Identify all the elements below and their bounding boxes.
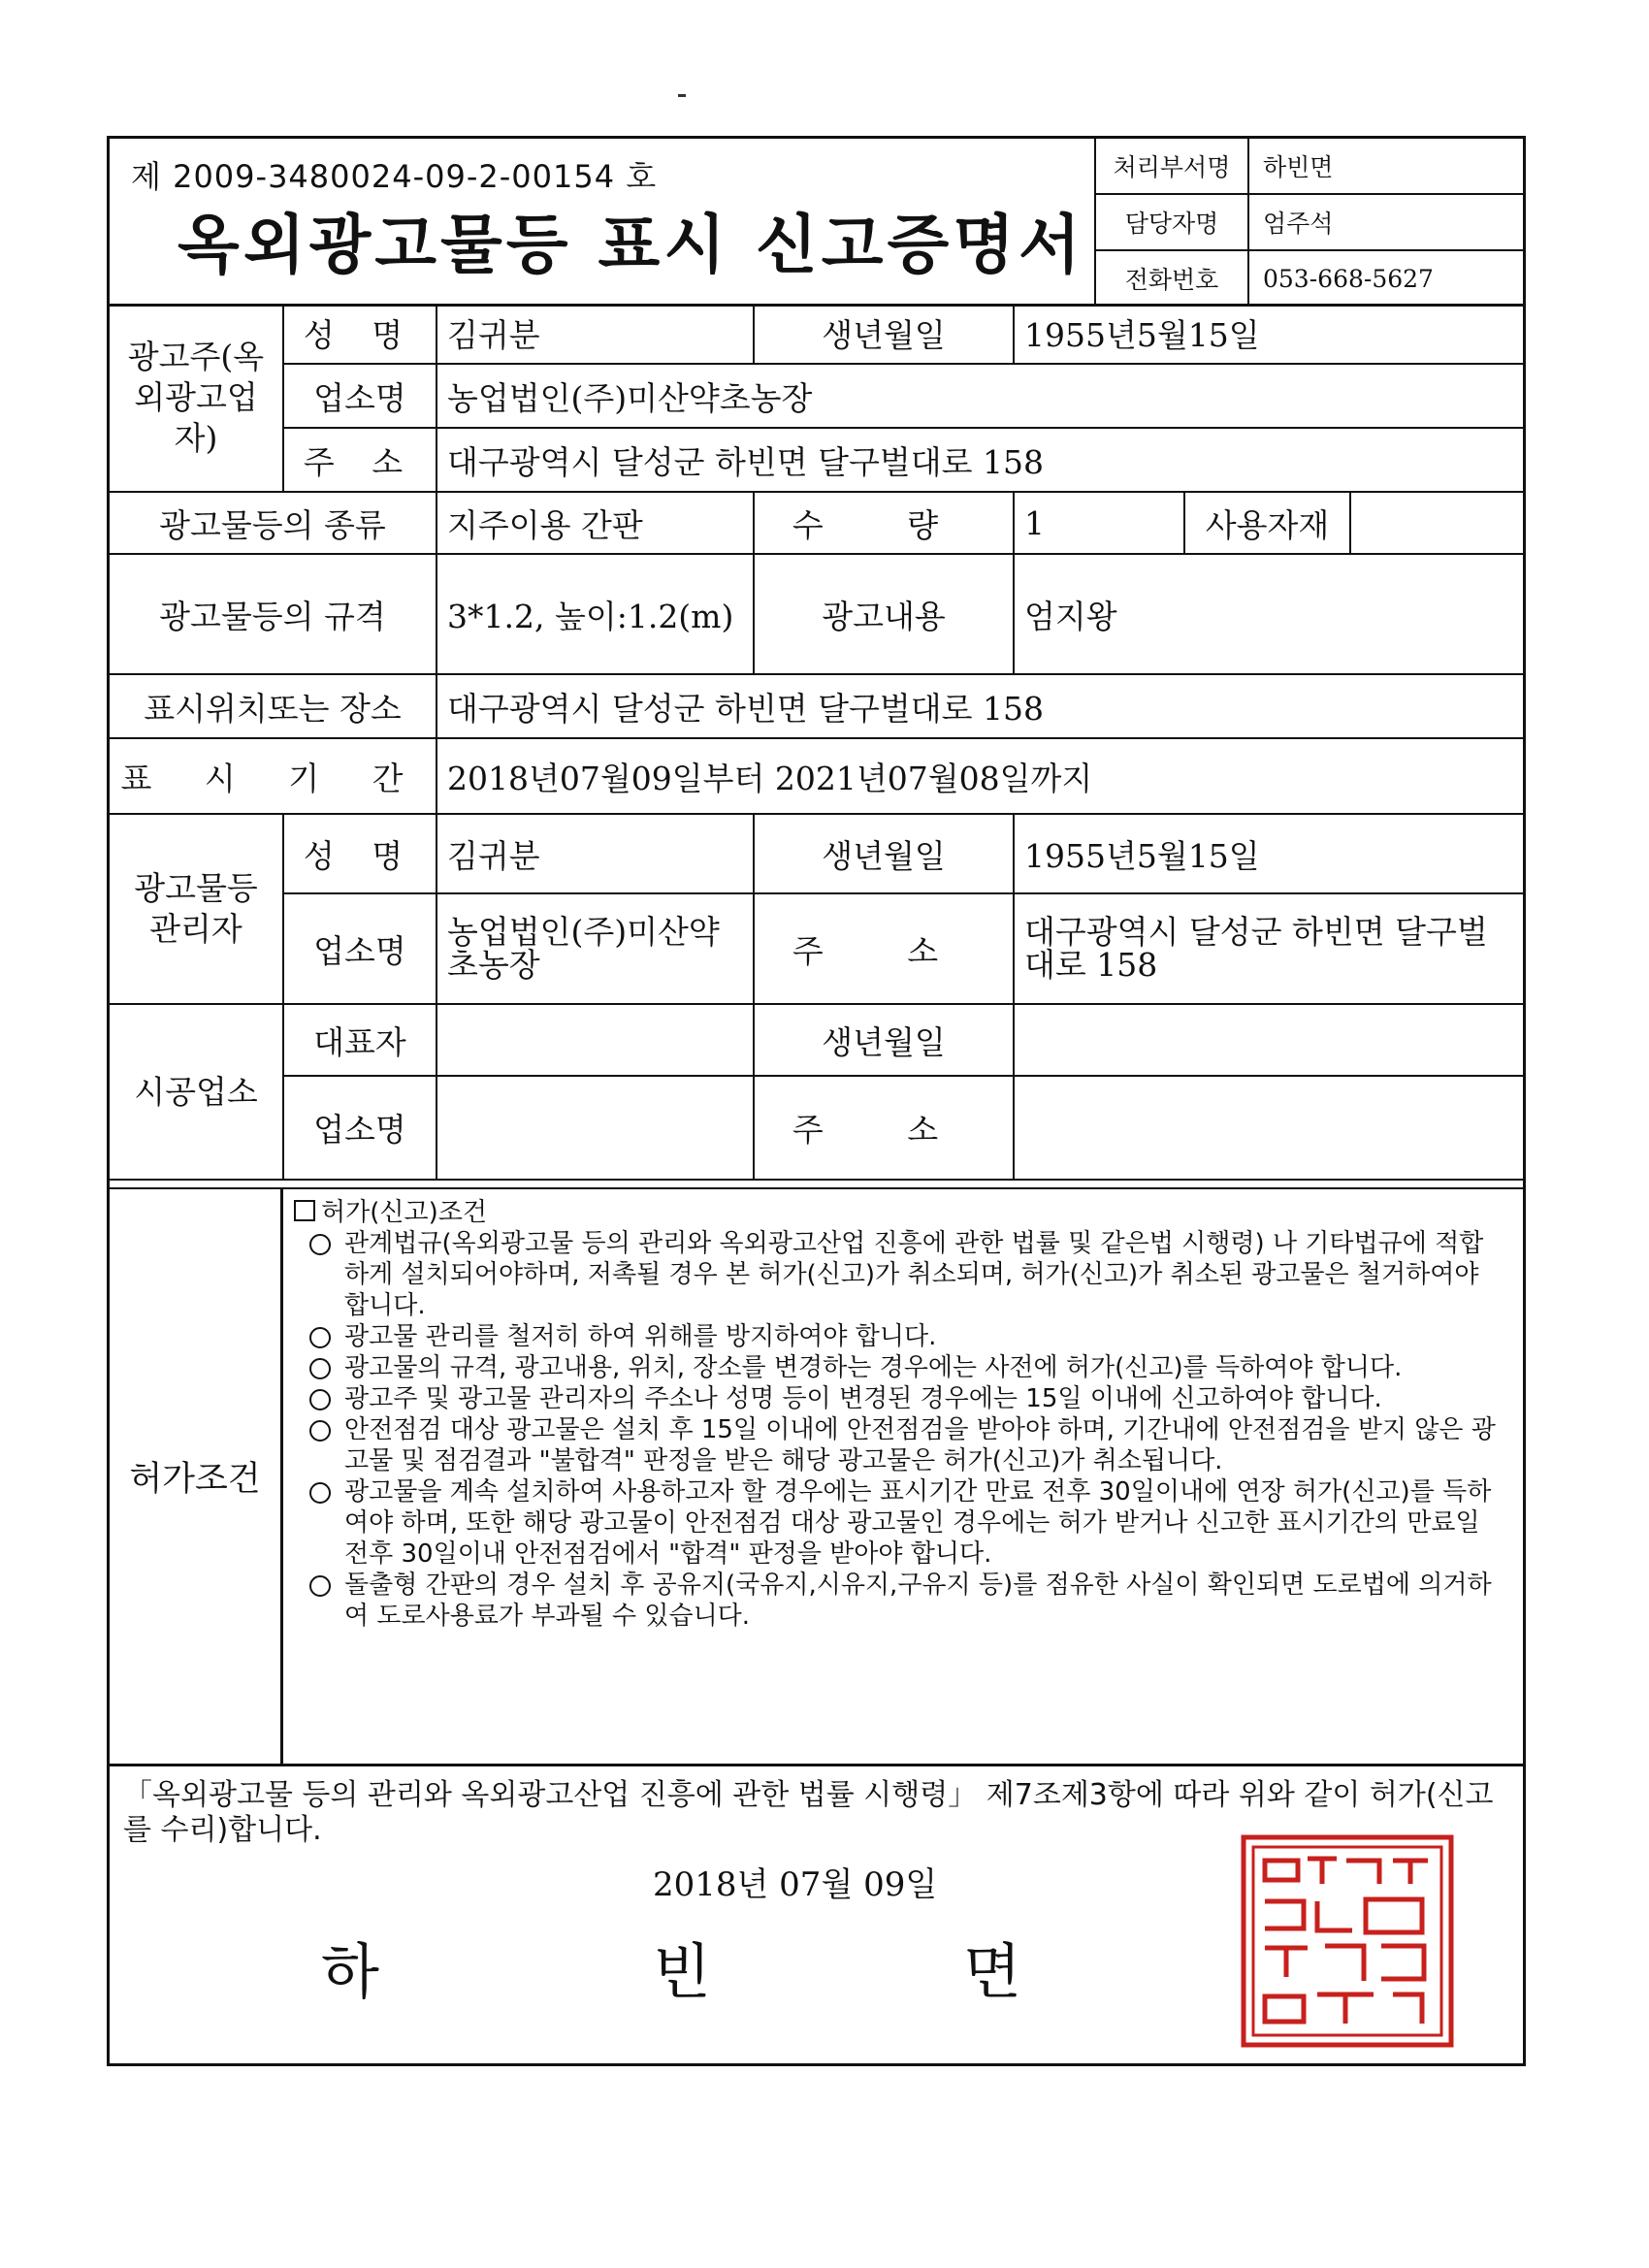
condition-item: 안전점검 대상 광고물은 설치 후 15일 이내에 안전점검을 받아야 하며, 기간내에 안전점검을 받지 않은 광고물 및 점검결과 "불합격" 판정을 받은 해당 광고물은 허가(신고)가 취소됩니다. bbox=[294, 1414, 1504, 1476]
condition-item: 광고주 및 광고물 관리자의 주소나 성명 등이 변경된 경우에는 15일 이내에 신고하여야 합니다. bbox=[294, 1383, 1504, 1414]
contractor-rep-label: 대표자 bbox=[283, 1004, 436, 1076]
contractor-birth-label: 생년월일 bbox=[754, 1004, 1014, 1076]
condition-item: 돌출형 간판의 경우 설치 후 공유지(국유지,시유지,구유지 등)를 점유한 사실이 확인되면 도로법에 의거하여 도로사용료가 부과될 수 있습니다. bbox=[294, 1570, 1504, 1632]
advertiser-biz: 농업법인(주)미산약초농장 bbox=[436, 364, 1523, 428]
issuer-sign-char-1: 하 bbox=[321, 1936, 379, 2007]
document-number: 제 2009-3480024-09-2-00154 호 bbox=[131, 158, 658, 195]
scan-speck bbox=[678, 94, 686, 97]
conditions-body bbox=[294, 1197, 1504, 1632]
manager-name-label: 성 명 bbox=[283, 814, 436, 893]
ad-spec: 3*1.2, 높이:1.2(m) bbox=[436, 554, 754, 674]
manager-biz: 농업법인(주)미산약초농장 bbox=[436, 893, 754, 1004]
circle-bullet-icon bbox=[309, 1482, 331, 1504]
ad-spec-label: 광고물등의 규격 bbox=[110, 554, 436, 674]
advertiser-name-label: 성 명 bbox=[283, 304, 436, 364]
header bbox=[110, 139, 1523, 307]
issuer-sign-char-2: 빈 bbox=[653, 1936, 711, 2007]
circle-bullet-icon bbox=[309, 1234, 331, 1255]
info-grid bbox=[110, 304, 1523, 1181]
ad-period-label: 표 시 기 간 bbox=[110, 738, 436, 814]
circle-bullet-icon bbox=[309, 1575, 331, 1597]
ad-material bbox=[1350, 492, 1523, 554]
ad-type: 지주이용 간판 bbox=[436, 492, 754, 554]
contractor-biz bbox=[436, 1076, 754, 1180]
circle-bullet-icon bbox=[309, 1420, 331, 1442]
ad-content-label: 광고내용 bbox=[754, 554, 1014, 674]
condition-item: 광고물의 규격, 광고내용, 위치, 장소를 변경하는 경우에는 사전에 허가(신고)를 득하여야 합니다. bbox=[294, 1352, 1504, 1383]
advertiser-group-label: 광고주(옥외광고업자) bbox=[110, 304, 283, 492]
contractor-addr-label: 주 소 bbox=[754, 1076, 1014, 1180]
contractor-rep bbox=[436, 1004, 754, 1076]
contractor-addr bbox=[1014, 1076, 1523, 1180]
manager-birth: 1955년5월15일 bbox=[1014, 814, 1523, 893]
manager-name: 김귀분 bbox=[436, 814, 754, 893]
ad-material-label: 사용자재 bbox=[1184, 492, 1350, 554]
condition-item: 광고물 관리를 철저히 하여 위해를 방지하여야 합니다. bbox=[294, 1321, 1504, 1352]
condition-item: 광고물을 계속 설치하여 사용하고자 할 경우에는 표시기간 만료 전후 30일이내에 연장 허가(신고)를 득하여야 하며, 또한 해당 광고물이 안전점검 대상 광고물인 경우에는 허가 받거나 신고한 표시기간의 만료일 전후 30일이내 안전점검에서 "합격" 판정을 받아야 합니다. bbox=[294, 1476, 1504, 1570]
official-seal-stamp bbox=[1238, 1831, 1457, 2051]
condition-item: 관계법규(옥외광고물 등의 관리와 옥외광고산업 진흥에 관한 법률 및 같은법 시행령) 나 기타법규에 적합하게 설치되어야하며, 저촉될 경우 본 허가(신고)가 취소되며, 허가(신고)가 취소된 광고물은 철거하여야 합니다. bbox=[294, 1228, 1504, 1321]
ad-location-label: 표시위치또는 장소 bbox=[110, 674, 436, 738]
contractor-birth bbox=[1014, 1004, 1523, 1076]
conditions-heading: 허가(신고)조건 bbox=[294, 1197, 1504, 1228]
processing-phone-label: 전화번호 bbox=[1095, 250, 1248, 306]
advertiser-name: 김귀분 bbox=[436, 304, 754, 364]
ad-type-label: 광고물등의 종류 bbox=[110, 492, 436, 554]
processing-dept-label: 처리부서명 bbox=[1095, 139, 1248, 194]
circle-bullet-icon bbox=[309, 1327, 331, 1348]
document-title: 옥외광고물등 표시 신고증명서 bbox=[178, 208, 1084, 282]
ad-qty-label: 수 량 bbox=[754, 492, 1014, 554]
approval-statement: 「옥외광고물 등의 관리와 옥외광고산업 진흥에 관한 법률 시행령」 제7조제3항에 따라 위와 같이 허가(신고를 수리)합니다. bbox=[123, 1778, 1494, 1847]
manager-addr-label: 주 소 bbox=[754, 893, 1014, 1004]
processing-phone-value: 053-668-5627 bbox=[1248, 250, 1523, 306]
ad-qty: 1 bbox=[1014, 492, 1184, 554]
manager-birth-label: 생년월일 bbox=[754, 814, 1014, 893]
processing-person-label: 담당자명 bbox=[1095, 194, 1248, 250]
ad-period: 2018년07월09일부터 2021년07월08일까지 bbox=[436, 738, 1523, 814]
ad-content: 엄지왕 bbox=[1014, 554, 1523, 674]
processing-dept-value: 하빈면 bbox=[1248, 139, 1523, 194]
contractor-biz-label: 업소명 bbox=[283, 1076, 436, 1180]
manager-biz-label: 업소명 bbox=[283, 893, 436, 1004]
issuer-sign-char-3: 면 bbox=[963, 1936, 1021, 2007]
certificate-document bbox=[107, 136, 1526, 2066]
advertiser-birth: 1955년5월15일 bbox=[1014, 304, 1523, 364]
advertiser-addr: 대구광역시 달성군 하빈면 달구벌대로 158 bbox=[436, 428, 1523, 492]
circle-bullet-icon bbox=[309, 1358, 331, 1379]
processing-info-table bbox=[1094, 139, 1523, 306]
advertiser-biz-label: 업소명 bbox=[283, 364, 436, 428]
advertiser-addr-label: 주 소 bbox=[283, 428, 436, 492]
ad-location: 대구광역시 달성군 하빈면 달구벌대로 158 bbox=[436, 674, 1523, 738]
advertiser-birth-label: 생년월일 bbox=[754, 304, 1014, 364]
contractor-group-label: 시공업소 bbox=[110, 1004, 283, 1180]
conditions-section bbox=[110, 1187, 1523, 1766]
conditions-label: 허가조건 bbox=[110, 1189, 283, 1764]
manager-addr: 대구광역시 달성군 하빈면 달구벌대로 158 bbox=[1014, 893, 1523, 1004]
issue-date: 2018년 07월 09일 bbox=[653, 1865, 938, 1904]
checkbox-square-icon bbox=[294, 1200, 315, 1221]
circle-bullet-icon bbox=[309, 1389, 331, 1410]
manager-group-label: 광고물등 관리자 bbox=[110, 814, 283, 1004]
processing-person-value: 엄주석 bbox=[1248, 194, 1523, 250]
